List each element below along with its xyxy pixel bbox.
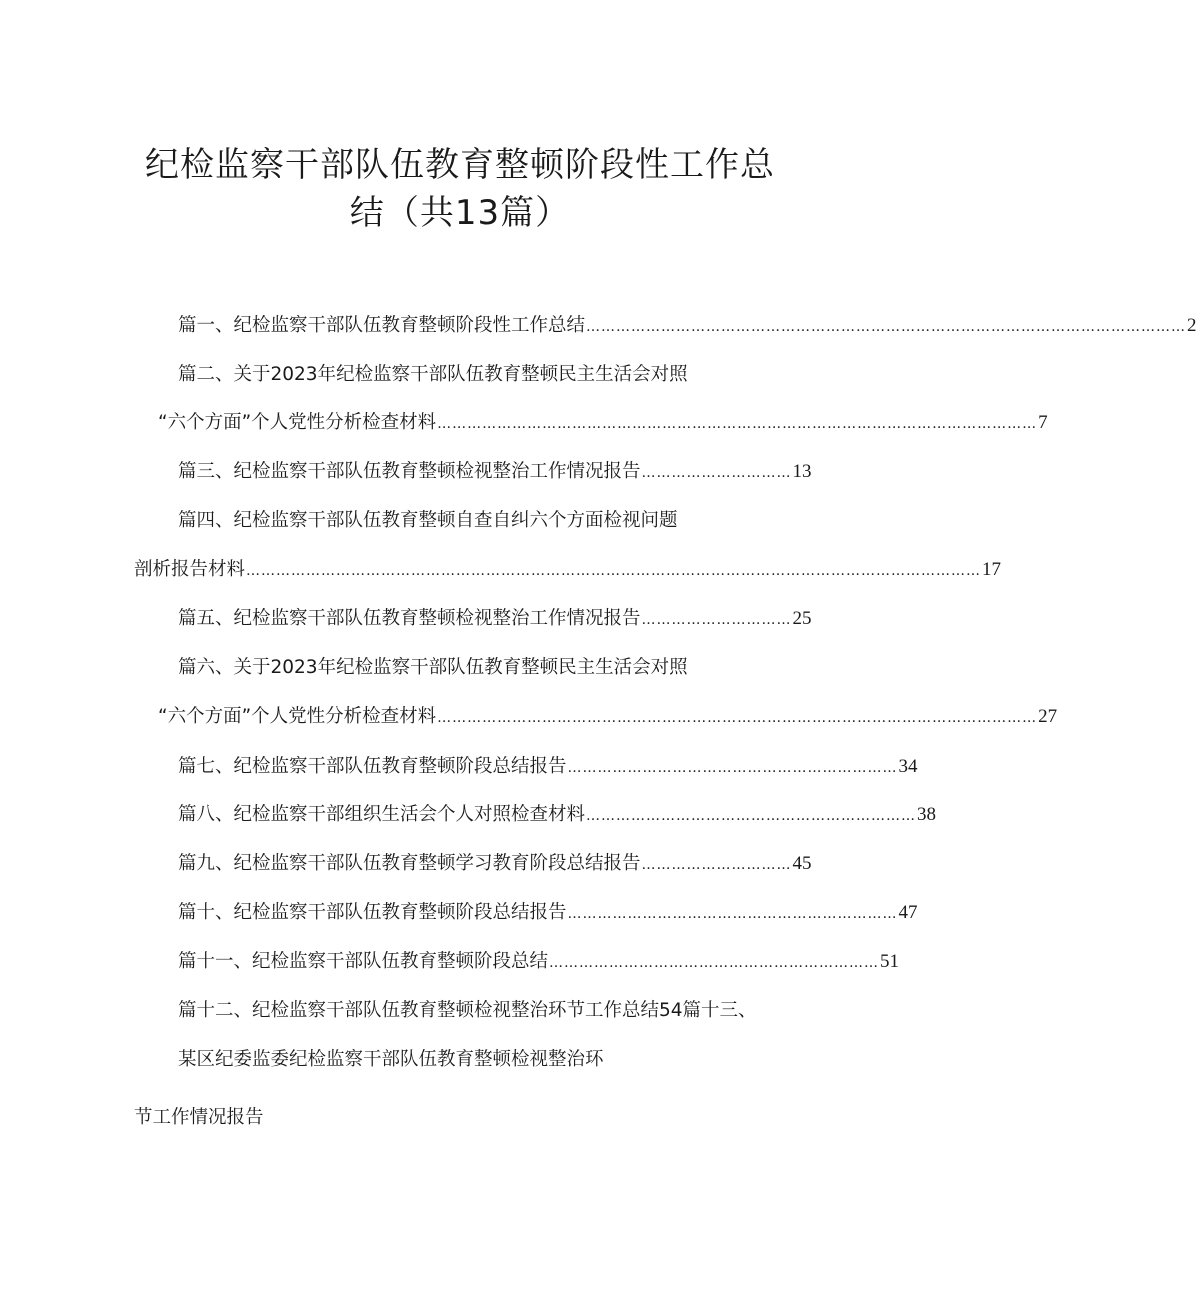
toc-entry-text: 篇六、关于2023年纪检监察干部队伍教育整顿民主生活会对照 xyxy=(178,657,688,678)
toc-entry-4-cont[interactable] xyxy=(134,555,1002,585)
toc-entry-13[interactable] xyxy=(178,1045,604,1075)
toc-entry-page: 17 xyxy=(982,559,1002,580)
toc-entry-6-cont[interactable] xyxy=(158,702,1058,732)
toc-entry-text: “六个方面”个人党性分析检查材料 xyxy=(158,412,437,433)
toc-entry-8[interactable] xyxy=(178,800,937,830)
toc-entry-5[interactable] xyxy=(178,604,812,634)
toc-entry-page: 7 xyxy=(1038,412,1048,433)
toc-entry-7[interactable] xyxy=(178,752,918,782)
toc-entry-text: 某区纪委监委纪检监察干部队伍教育整顿检视整治环 xyxy=(178,1049,604,1070)
toc-entry-4[interactable] xyxy=(178,506,678,536)
toc-entry-page: 38 xyxy=(917,804,937,825)
toc-entry-text: 篇一、纪检监察干部队伍教育整顿阶段性工作总结 xyxy=(178,315,586,336)
toc-entry-text: 篇二、关于2023年纪检监察干部队伍教育整顿民主生活会对照 xyxy=(178,364,688,385)
toc-entry-page: 13 xyxy=(792,461,812,482)
toc-leader-dots: ………………………… xyxy=(641,465,792,481)
toc-entry-text: 篇四、纪检监察干部队伍教育整顿自查自纠六个方面检视问题 xyxy=(178,510,678,531)
toc-entry-text: 节工作情况报告 xyxy=(134,1107,264,1128)
toc-leader-dots: ………………………………………………………………………………………………………………………………… xyxy=(246,563,982,579)
toc-entry-page: 51 xyxy=(880,951,900,972)
document-title-line-1: 纪检监察干部队伍教育整顿阶段性工作总 xyxy=(145,145,775,185)
toc-entry-page: 27 xyxy=(1038,706,1058,727)
toc-entry-page: 2 xyxy=(1187,315,1197,336)
toc-entry-text: “六个方面”个人党性分析检查材料 xyxy=(158,706,437,727)
toc-leader-dots: ………………………………………………………………………………………………………… xyxy=(437,710,1038,726)
toc-entry-2[interactable] xyxy=(178,360,688,390)
toc-entry-text: 篇七、纪检监察干部队伍教育整顿阶段总结报告 xyxy=(178,756,567,777)
toc-leader-dots: ………………………………………………………… xyxy=(567,906,898,922)
toc-leader-dots: ………………………………………………………… xyxy=(586,808,917,824)
toc-entry-text: 篇五、纪检监察干部队伍教育整顿检视整治工作情况报告 xyxy=(178,608,641,629)
document-title-line-2: 结（共13篇） xyxy=(349,193,571,233)
toc-entry-text: 篇十二、纪检监察干部队伍教育整顿检视整治环节工作总结54篇十三、 xyxy=(178,1000,757,1021)
toc-entry-6[interactable] xyxy=(178,653,688,683)
toc-entry-2-cont[interactable] xyxy=(158,408,1048,438)
toc-leader-dots: ………………………… xyxy=(641,857,792,873)
toc-entry-text: 篇三、纪检监察干部队伍教育整顿检视整治工作情况报告 xyxy=(178,461,641,482)
toc-entry-page: 25 xyxy=(792,608,812,629)
toc-leader-dots: ………………………………………………………… xyxy=(567,760,898,776)
toc-entry-text: 篇八、纪检监察干部组织生活会个人对照检查材料 xyxy=(178,804,586,825)
toc-leader-dots: ………………………………………………………… xyxy=(549,955,880,971)
toc-entry-text: 剖析报告材料 xyxy=(134,559,246,580)
toc-entry-1[interactable] xyxy=(178,311,1197,341)
toc-leader-dots: ………………………………………………………………………………………………………… xyxy=(437,416,1038,432)
toc-leader-dots: ………………………… xyxy=(641,612,792,628)
toc-entry-page: 45 xyxy=(792,853,812,874)
toc-entry-text: 篇十、纪检监察干部队伍教育整顿阶段总结报告 xyxy=(178,902,567,923)
toc-entry-9[interactable] xyxy=(178,849,812,879)
toc-entry-3[interactable] xyxy=(178,457,812,487)
toc-entry-10[interactable] xyxy=(178,898,918,928)
toc-entry-text: 篇十一、纪检监察干部队伍教育整顿阶段总结 xyxy=(178,951,549,972)
toc-entry-12[interactable] xyxy=(178,996,757,1026)
toc-entry-11[interactable] xyxy=(178,947,900,977)
toc-leader-dots: ………………………………………………………………………………………………………… xyxy=(586,319,1187,335)
toc-entry-page: 47 xyxy=(898,902,918,923)
toc-entry-13-cont[interactable] xyxy=(134,1103,264,1133)
toc-entry-page: 34 xyxy=(898,756,918,777)
toc-entry-text: 篇九、纪检监察干部队伍教育整顿学习教育阶段总结报告 xyxy=(178,853,641,874)
